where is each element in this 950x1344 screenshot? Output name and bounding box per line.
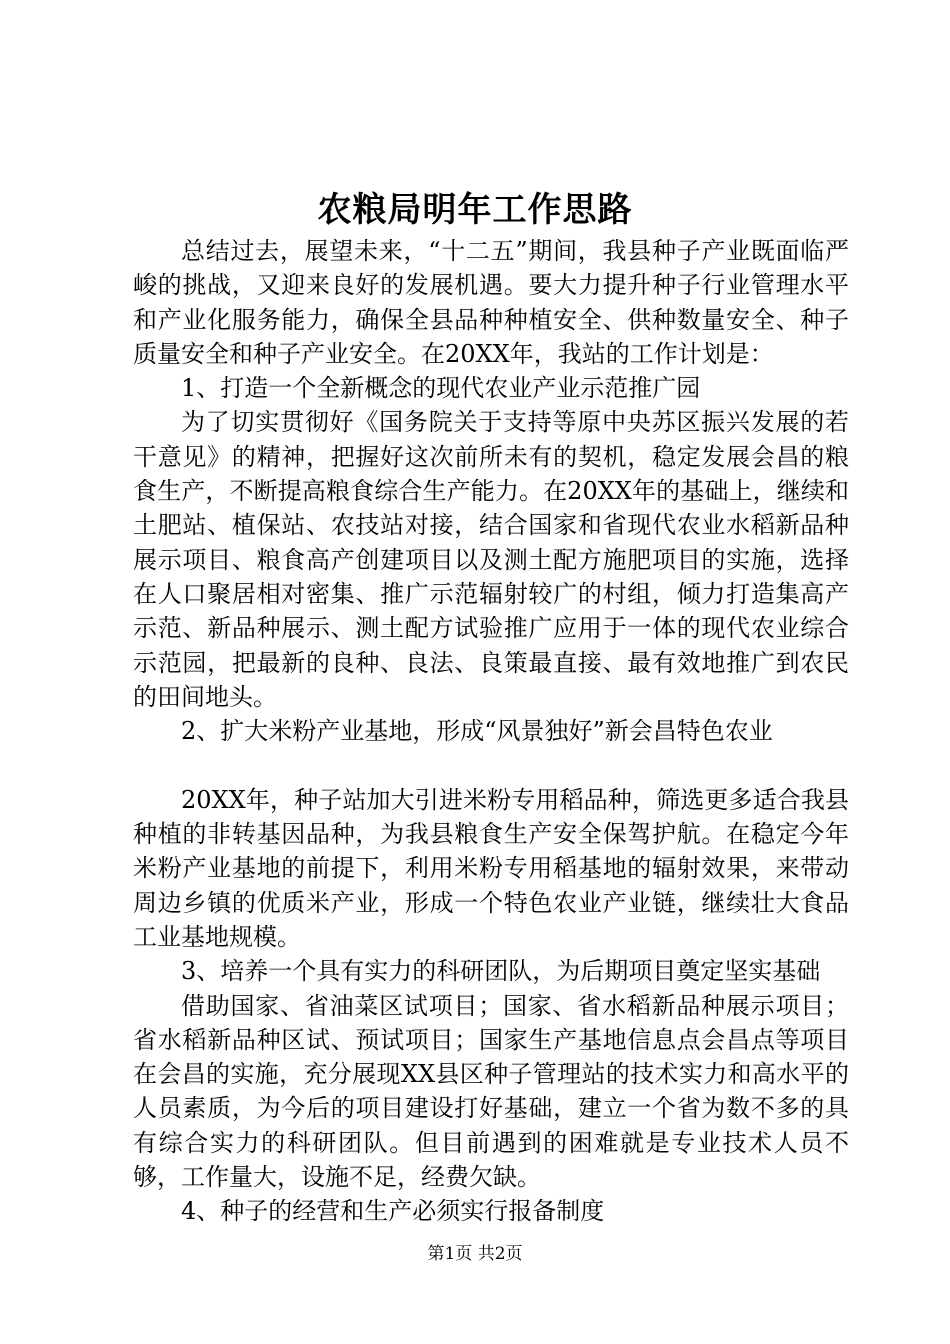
page-number: 第1页 共2页	[427, 1244, 523, 1264]
section-paragraph-1: 为了切实贯彻好《国务院关于支持等原中央苏区振兴发展的若干意见》的精神，把握好这次前所未有的契机，稳定发展会昌的粮食生产，不断提高粮食综合生产能力。在20XX年的基础上，继续和土肥站、植保站、农技站对接，结合国家和省现代农业水稻新品种展示项目、粮食高产创建项目以及测土配方施肥项目的实施，选择在人口聚居相对密集、推广示范辐射较广的村组，倾力打造集高产示范、新品种展示、测土配方试验推广应用于一体的现代农业综合示范园，把最新的良种、良法、良策最直接、最有效地推广到农民的田间地头。	[133, 408, 849, 711]
section-heading-1: 1、打造一个全新概念的现代农业产业示范推广园	[181, 374, 701, 403]
section-paragraph-3: 借助国家、省油菜区试项目；国家、省水稻新品种展示项目；省水稻新品种区试、预试项目；国家生产基地信息点会昌点等项目在会昌的实施，充分展现XX县区种子管理站的技术实力和高水平的人员素质，为今后的项目建设打好基础，建立一个省为数不多的具有综合实力的科研团队。但目前遇到的困难就是专业技术人员不够，工作量大，设施不足，经费欠缺。	[133, 991, 849, 1192]
intro-paragraph: 总结过去，展望未来，“十二五”期间，我县种子产业既面临严峻的挑战，又迎来良好的发展机遇。要大力提升种子行业管理水平和产业化服务能力，确保全县品种种植安全、供种数量安全、种子质量安全和种子产业安全。在20XX年，我站的工作计划是：	[133, 237, 849, 368]
page-title: 农粮局明年工作思路	[317, 190, 633, 230]
section-heading-3: 3、培养一个具有实力的科研团队，为后期项目奠定坚实基础	[181, 957, 821, 986]
section-heading-2: 2、扩大米粉产业基地，形成“风景独好”新会昌特色农业	[181, 717, 773, 746]
section-paragraph-2: 20XX年，种子站加大引进米粉专用稻品种，筛选更多适合我县种植的非转基因品种，为我县粮食生产安全保驾护航。在稳定今年米粉产业基地的前提下，利用米粉专用稻基地的辐射效果，来带动周边乡镇的优质米产业，形成一个特色农业产业链，继续壮大食品工业基地规模。	[133, 785, 849, 951]
blank-line	[133, 748, 849, 782]
document-body	[133, 234, 849, 1229]
section-heading-4: 4、种子的经营和生产必须实行报备制度	[181, 1197, 605, 1226]
